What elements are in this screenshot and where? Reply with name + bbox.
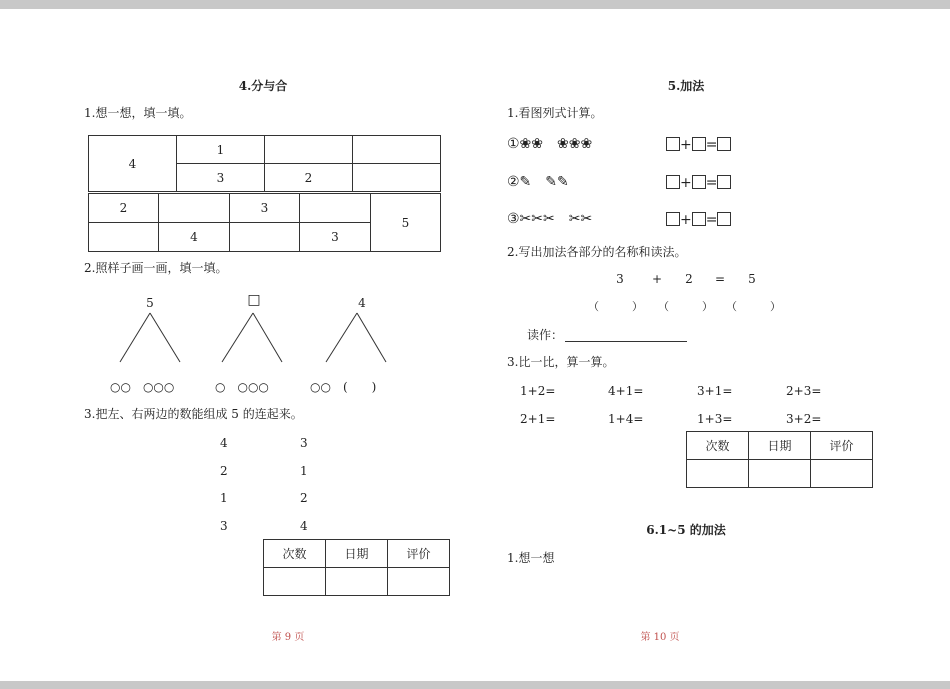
match-left-2: 1 [220, 491, 228, 505]
name-blank-1[interactable]: （ ） [588, 300, 643, 313]
addend-1: 3 [616, 272, 624, 286]
match-left-3: 3 [220, 519, 228, 533]
answer-box[interactable] [666, 212, 680, 226]
question-1-left: 1.想一想，填一填。 [84, 106, 192, 120]
cell-b-r1-3 [300, 194, 371, 223]
cell-a-r1-0: 1 [177, 136, 265, 164]
tree-top-3: 4 [358, 296, 366, 310]
plus-sign: + [680, 137, 692, 153]
bottom-border [0, 681, 950, 689]
plus-sign: + [680, 175, 692, 191]
calc-2-2: 1+4= [608, 412, 644, 426]
equals-sign: = [705, 137, 718, 153]
eval-cell-times[interactable] [687, 460, 749, 488]
eval-cell-rating[interactable] [388, 568, 450, 596]
eval-header-times: 次数 [264, 540, 326, 568]
answer-box[interactable] [666, 175, 680, 189]
eval-header-date: 日期 [749, 432, 811, 460]
answer-box[interactable] [666, 137, 680, 151]
cell-a-r2-2 [353, 164, 441, 192]
question-1-right: 1.看图列式计算。 [507, 106, 603, 120]
cell-a-r2-1: 2 [265, 164, 353, 192]
page-number-right: 第 10 页 [640, 632, 680, 643]
question-last-right: 1.想一想 [507, 551, 555, 565]
cell-a-r2-0: 3 [177, 164, 265, 192]
eval-header-times: 次数 [687, 432, 749, 460]
cell-a-r1-2 [353, 136, 441, 164]
question-2-left: 2.照样子画一画，填一填。 [84, 261, 228, 275]
eval-header-rating: 评价 [388, 540, 450, 568]
tree-branches [100, 310, 400, 370]
circles-2: ○ ○○○ [215, 380, 269, 394]
page-number-left: 第 9 页 [271, 632, 305, 643]
calc-2-3: 1+3= [697, 412, 733, 426]
eval-header-date: 日期 [326, 540, 388, 568]
answer-box[interactable] [692, 137, 706, 151]
question-3-left: 3.把左、右两边的数能组成 5 的连起来。 [84, 407, 303, 421]
equation-row-1 [666, 137, 731, 152]
match-right-1: 1 [300, 464, 308, 478]
evaluation-table-right [686, 431, 873, 488]
split-table-b [88, 193, 441, 252]
page-title-left: 4.分与合 [238, 79, 288, 93]
read-answer-line[interactable] [565, 341, 687, 342]
equation-row-2 [666, 175, 731, 190]
split-table-a [88, 135, 441, 192]
match-right-0: 3 [300, 436, 308, 450]
circles-1: ○○ ○○○ [110, 380, 175, 394]
section-title-6: 6.1~5 的加法 [646, 523, 726, 537]
cell-a-r1-1 [265, 136, 353, 164]
plus-sign: + [680, 212, 692, 228]
calc-1-3: 3+1= [697, 384, 733, 398]
calc-2-1: 2+1= [520, 412, 556, 426]
eval-cell-rating[interactable] [811, 460, 873, 488]
calc-1-4: 2+3= [786, 384, 822, 398]
plus-operator: + [651, 272, 663, 286]
picture-row-3: ③✂✂✂ ✂✂ [507, 211, 593, 227]
page-title-right: 5.加法 [667, 79, 705, 93]
circles-3: ○○ ( ) [310, 380, 377, 394]
equals-sign: = [705, 212, 718, 228]
cell-b-r1-2: 3 [230, 194, 300, 223]
addend-2: 2 [685, 272, 693, 286]
match-left-0: 4 [220, 436, 228, 450]
calc-1-2: 4+1= [608, 384, 644, 398]
evaluation-table-left [263, 539, 450, 596]
question-3-right: 3.比一比，算一算。 [507, 355, 615, 369]
eval-cell-date[interactable] [749, 460, 811, 488]
calc-2-4: 3+2= [786, 412, 822, 426]
tree-top-1: 5 [146, 296, 154, 310]
eval-header-rating: 评价 [811, 432, 873, 460]
question-2-right: 2.写出加法各部分的名称和读法。 [507, 245, 687, 259]
cell-a-left: 4 [89, 136, 177, 192]
answer-box[interactable] [692, 175, 706, 189]
answer-box[interactable] [717, 175, 731, 189]
answer-box[interactable] [717, 137, 731, 151]
picture-row-1: ①❀❀ ❀❀❀ [507, 136, 593, 152]
cell-b-r1-0: 2 [89, 194, 159, 223]
match-right-3: 4 [300, 519, 308, 533]
sum: 5 [748, 272, 756, 286]
picture-row-2: ②✎ ✎✎ [507, 174, 569, 190]
name-blank-2[interactable]: （ ） [658, 300, 713, 313]
match-right-2: 2 [300, 491, 308, 505]
eval-cell-times[interactable] [264, 568, 326, 596]
answer-box[interactable] [717, 212, 731, 226]
eval-cell-date[interactable] [326, 568, 388, 596]
equation-row-3 [666, 212, 731, 227]
read-label: 读作： [527, 328, 564, 342]
cell-b-r2-1: 4 [159, 223, 230, 252]
equals-operator: = [714, 272, 726, 286]
cell-b-r2-3: 3 [300, 223, 371, 252]
cell-b-r1-1 [159, 194, 230, 223]
cell-b-r2-2 [230, 223, 300, 252]
match-left-1: 2 [220, 464, 228, 478]
name-blank-3[interactable]: （ ） [726, 300, 781, 313]
cell-b-r2-0 [89, 223, 159, 252]
equals-sign: = [705, 175, 718, 191]
calc-1-1: 1+2= [520, 384, 556, 398]
tree-top-2: □ [247, 292, 261, 308]
answer-box[interactable] [692, 212, 706, 226]
top-border [0, 0, 950, 9]
cell-b-right: 5 [371, 194, 441, 252]
